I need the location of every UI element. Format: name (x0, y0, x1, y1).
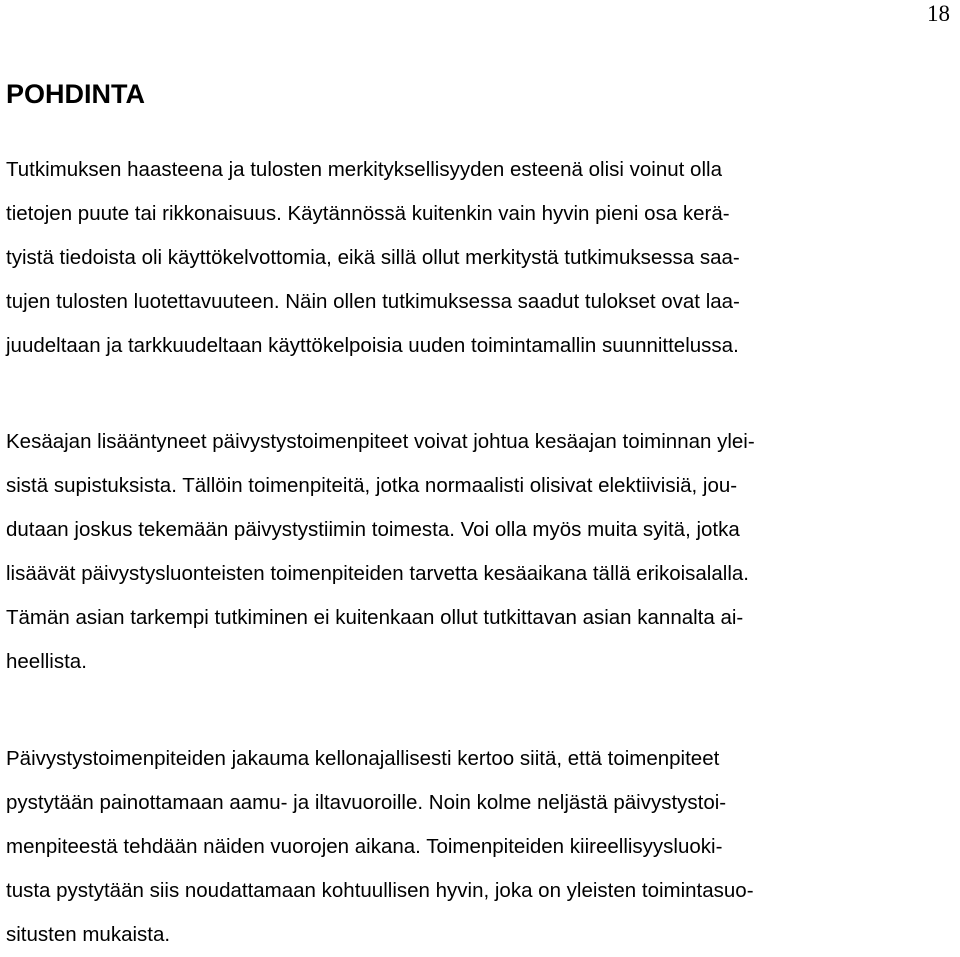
page-number: 18 (927, 1, 950, 26)
text-line: tujen tulosten luotettavuuteen. Näin ollen tutkimuksessa saadut tulokset ovat laa- (6, 290, 740, 313)
section-heading: POHDINTA (6, 79, 145, 109)
text-line: dutaan joskus tekemään päivystystiimin toimesta. Voi olla myös muita syitä, jotka (6, 518, 740, 541)
paragraph-2 (6, 420, 956, 684)
text-line: tyistä tiedoista oli käyttökelvottomia, eikä sillä ollut merkitystä tutkimuksessa saa- (6, 246, 740, 269)
text-line: tusta pystytään siis noudattamaan kohtuullisen hyvin, joka on yleisten toimintasuo- (6, 879, 754, 902)
text-line: Päivystystoimenpiteiden jakauma kellonajallisesti kertoo siitä, että toimenpiteet (6, 747, 720, 770)
text-line: Tämän asian tarkempi tutkiminen ei kuitenkaan ollut tutkittavan asian kannalta ai- (6, 606, 744, 629)
text-line: menpiteestä tehdään näiden vuorojen aikana. Toimenpiteiden kiireellisyysluoki- (6, 835, 723, 858)
text-line: heellista. (6, 650, 87, 673)
text-line: sistä supistuksista. Tällöin toimenpiteitä, jotka normaalisti olisivat elektiivisiä, jou- (6, 474, 738, 497)
text-line: Kesäajan lisääntyneet päivystystoimenpiteet voivat johtua kesäajan toiminnan ylei- (6, 430, 755, 453)
text-line: lisäävät päivystysluonteisten toimenpiteiden tarvetta kesäaikana tällä erikoisalalla. (6, 562, 749, 585)
text-line: situsten mukaista. (6, 923, 171, 946)
paragraph-1 (6, 148, 956, 368)
text-line: tietojen puute tai rikkonaisuus. Käytännössä kuitenkin vain hyvin pieni osa kerä- (6, 202, 730, 225)
text-line: pystytään painottamaan aamu- ja iltavuoroille. Noin kolme neljästä päivystystoi- (6, 791, 727, 814)
text-line: juudeltaan ja tarkkuudeltaan käyttökelpoisia uuden toimintamallin suunnittelussa. (6, 334, 739, 357)
paragraph-3 (6, 737, 956, 957)
text-line: Tutkimuksen haasteena ja tulosten merkityksellisyyden esteenä olisi voinut olla (6, 158, 722, 181)
